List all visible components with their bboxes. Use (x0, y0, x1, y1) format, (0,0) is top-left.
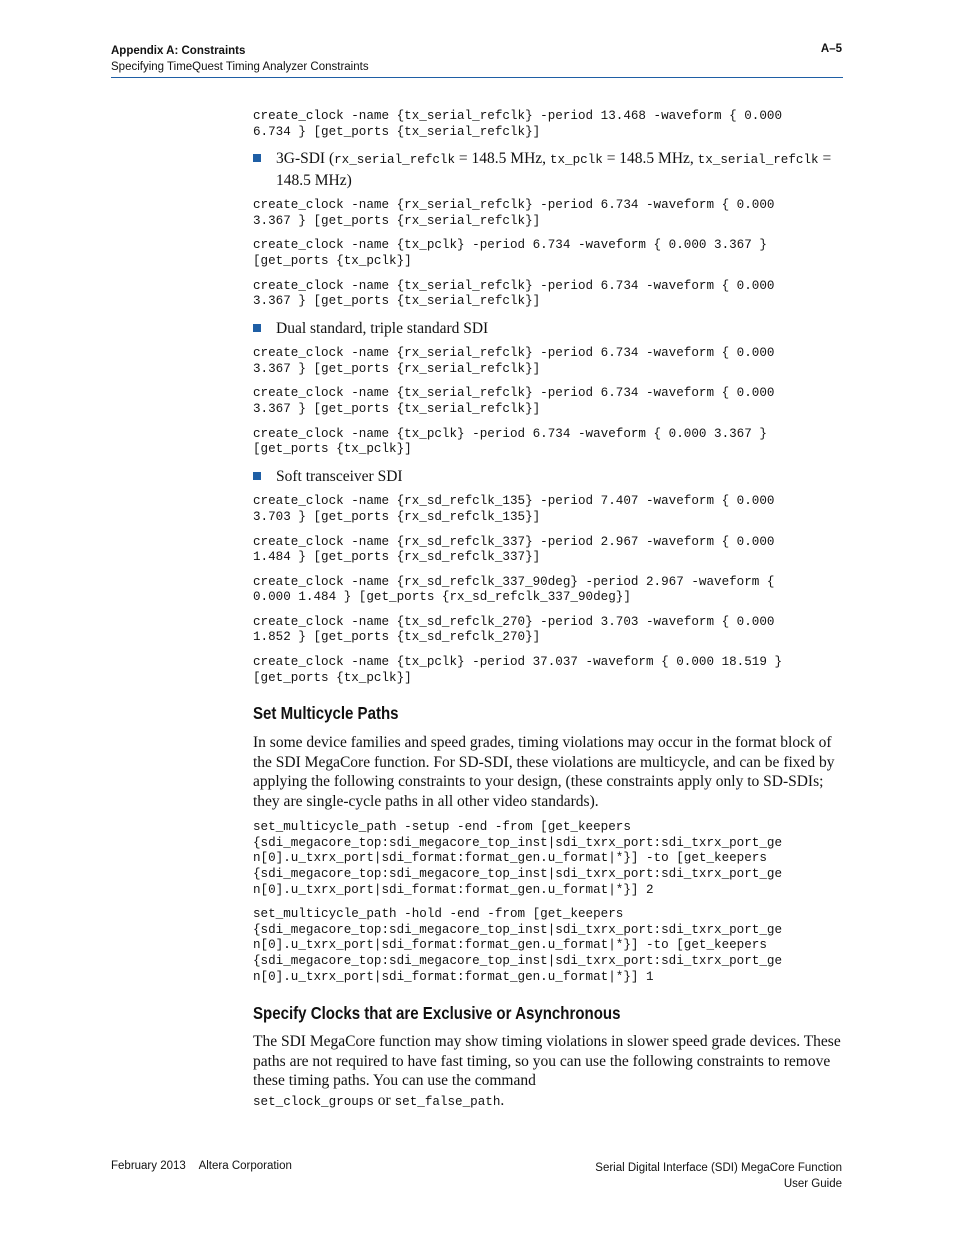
code-block-hold: set_multicycle_path -hold -end -from [get_keepers {sdi_megacore_top:sdi_megacore_top_inst|sdi_txrx_port:sdi_txrx_port_ge n[0].u_txrx_port|sdi_format:format_gen.u_format|*}] -to [get_keepers {sdi_megacore_top:sdi_megacore_top_inst|sdi_txrx_port:sdi_txrx_port_ge n[0].u_txrx_port|sdi_format:format_gen.u_format|*}] 1 (253, 907, 783, 984)
paragraph-exclusive-clocks (253, 1032, 845, 1112)
code-block: create_clock -name {tx_serial_refclk} -period 6.734 -waveform { 0.000 3.367 } [get_ports {tx_serial_refclk}] (253, 386, 775, 417)
code-block: create_clock -name {rx_sd_refclk_135} -period 7.407 -waveform { 0.000 3.703 } [get_ports {rx_sd_refclk_135}] (253, 494, 775, 524)
bullet-text: = 148.5 MHz) (276, 150, 832, 189)
bullet-text: Soft transceiver SDI (276, 467, 403, 485)
footer-left (111, 1160, 292, 1172)
page-body (253, 109, 845, 1121)
code-block: create_clock -name {tx_serial_refclk} -period 6.734 -waveform { 0.000 3.367 } [get_ports {tx_serial_refclk}] (253, 278, 775, 309)
bullet-text: = 148.5 MHz, (602, 150, 698, 168)
section-heading-multicycle: Set Multicycle Paths (253, 703, 399, 724)
paragraph-text: The SDI MegaCore function may show timing violations in slower speed grade devices. These paths are not required to have fast timing, so you can use the following constraints to remove these timing paths. You can use the command (253, 1033, 841, 1090)
page-number: A–5 (820, 43, 842, 55)
footer-company: Altera Corporation (198, 1160, 292, 1172)
code-block: create_clock -name {rx_serial_refclk} -period 6.734 -waveform { 0.000 3.367 } [get_ports {rx_serial_refclk}] (253, 346, 775, 376)
paragraph-text: or (373, 1091, 395, 1109)
code-block: create_clock -name {tx_pclk} -period 6.734 -waveform { 0.000 3.367 } [get_ports {tx_pclk}] (253, 238, 767, 268)
code-block: create_clock -name {tx_serial_refclk} -period 13.468 -waveform { 0.000 6.734 } [get_ports {tx_serial_refclk}] (253, 109, 783, 139)
code-block: create_clock -name {tx_pclk} -period 37.037 -waveform { 0.000 18.519 } [get_ports {tx_pclk}] (253, 655, 783, 685)
bullet-3g-sdi (253, 149, 845, 190)
header-section: Appendix A: Constraints (111, 45, 246, 57)
header-subsection: Specifying TimeQuest Timing Analyzer Constraints (111, 61, 369, 73)
inline-code: tx_serial_refclk (697, 153, 819, 168)
inline-code: set_false_path (394, 1094, 501, 1109)
paragraph-text: . (500, 1091, 505, 1109)
footer-doc-type: User Guide (783, 1178, 842, 1190)
footer-doc-title: Serial Digital Interface (SDI) MegaCore Function (595, 1162, 842, 1174)
bullet-square-icon (253, 472, 261, 480)
bullet-text: Dual standard, triple standard SDI (276, 319, 489, 337)
code-block: create_clock -name {rx_serial_refclk} -period 6.734 -waveform { 0.000 3.367 } [get_ports {rx_serial_refclk}] (253, 198, 775, 228)
bullet-square-icon (253, 324, 261, 332)
code-block: create_clock -name {rx_sd_refclk_337} -period 2.967 -waveform { 0.000 1.484 } [get_ports {rx_sd_refclk_337}] (253, 534, 775, 565)
inline-code: set_clock_groups (253, 1094, 374, 1109)
bullet-soft-transceiver (253, 467, 845, 487)
code-block: create_clock -name {rx_sd_refclk_337_90deg} -period 2.967 -waveform { 0.000 1.484 } [get_ports {rx_sd_refclk_337_90deg}] (253, 574, 775, 605)
running-header (111, 43, 369, 75)
paragraph-multicycle: In some device families and speed grades, timing violations may occur in the format block of the SDI MegaCore function. For SD-SDI, these violations are multicycle, and can be fixed by applying the following constraints to your design, (these constraints apply only to SD-SDIs; they are single-cycle paths in all other video standards). (253, 734, 835, 810)
code-block-setup: set_multicycle_path -setup -end -from [get_keepers {sdi_megacore_top:sdi_megacore_top_inst|sdi_txrx_port:sdi_txrx_port_ge n[0].u_txrx_port|sdi_format:format_gen.u_format|*}] -to [get_keepers {sdi_megacore_top:sdi_megacore_top_inst|sdi_txrx_port:sdi_txrx_port_ge n[0].u_txrx_port|sdi_format:format_gen.u_format|*}] 2 (253, 820, 783, 897)
bullet-dual-standard (253, 319, 845, 339)
section-heading-exclusive-clocks: Specify Clocks that are Exclusive or Asynchronous (253, 1003, 621, 1024)
footer-date: February 2013 (111, 1160, 186, 1172)
bullet-text: 3G-SDI ( (276, 150, 335, 168)
header-rule (111, 77, 843, 78)
inline-code: rx_serial_refclk (334, 153, 456, 168)
footer-right (595, 1160, 842, 1192)
bullet-square-icon (253, 154, 261, 162)
bullet-text: = 148.5 MHz, (455, 150, 550, 168)
inline-code: tx_pclk (549, 153, 603, 168)
code-block: create_clock -name {tx_pclk} -period 6.734 -waveform { 0.000 3.367 } [get_ports {tx_pclk}] (253, 426, 767, 457)
code-block: create_clock -name {tx_sd_refclk_270} -period 3.703 -waveform { 0.000 1.852 } [get_ports {tx_sd_refclk_270}] (253, 614, 775, 645)
